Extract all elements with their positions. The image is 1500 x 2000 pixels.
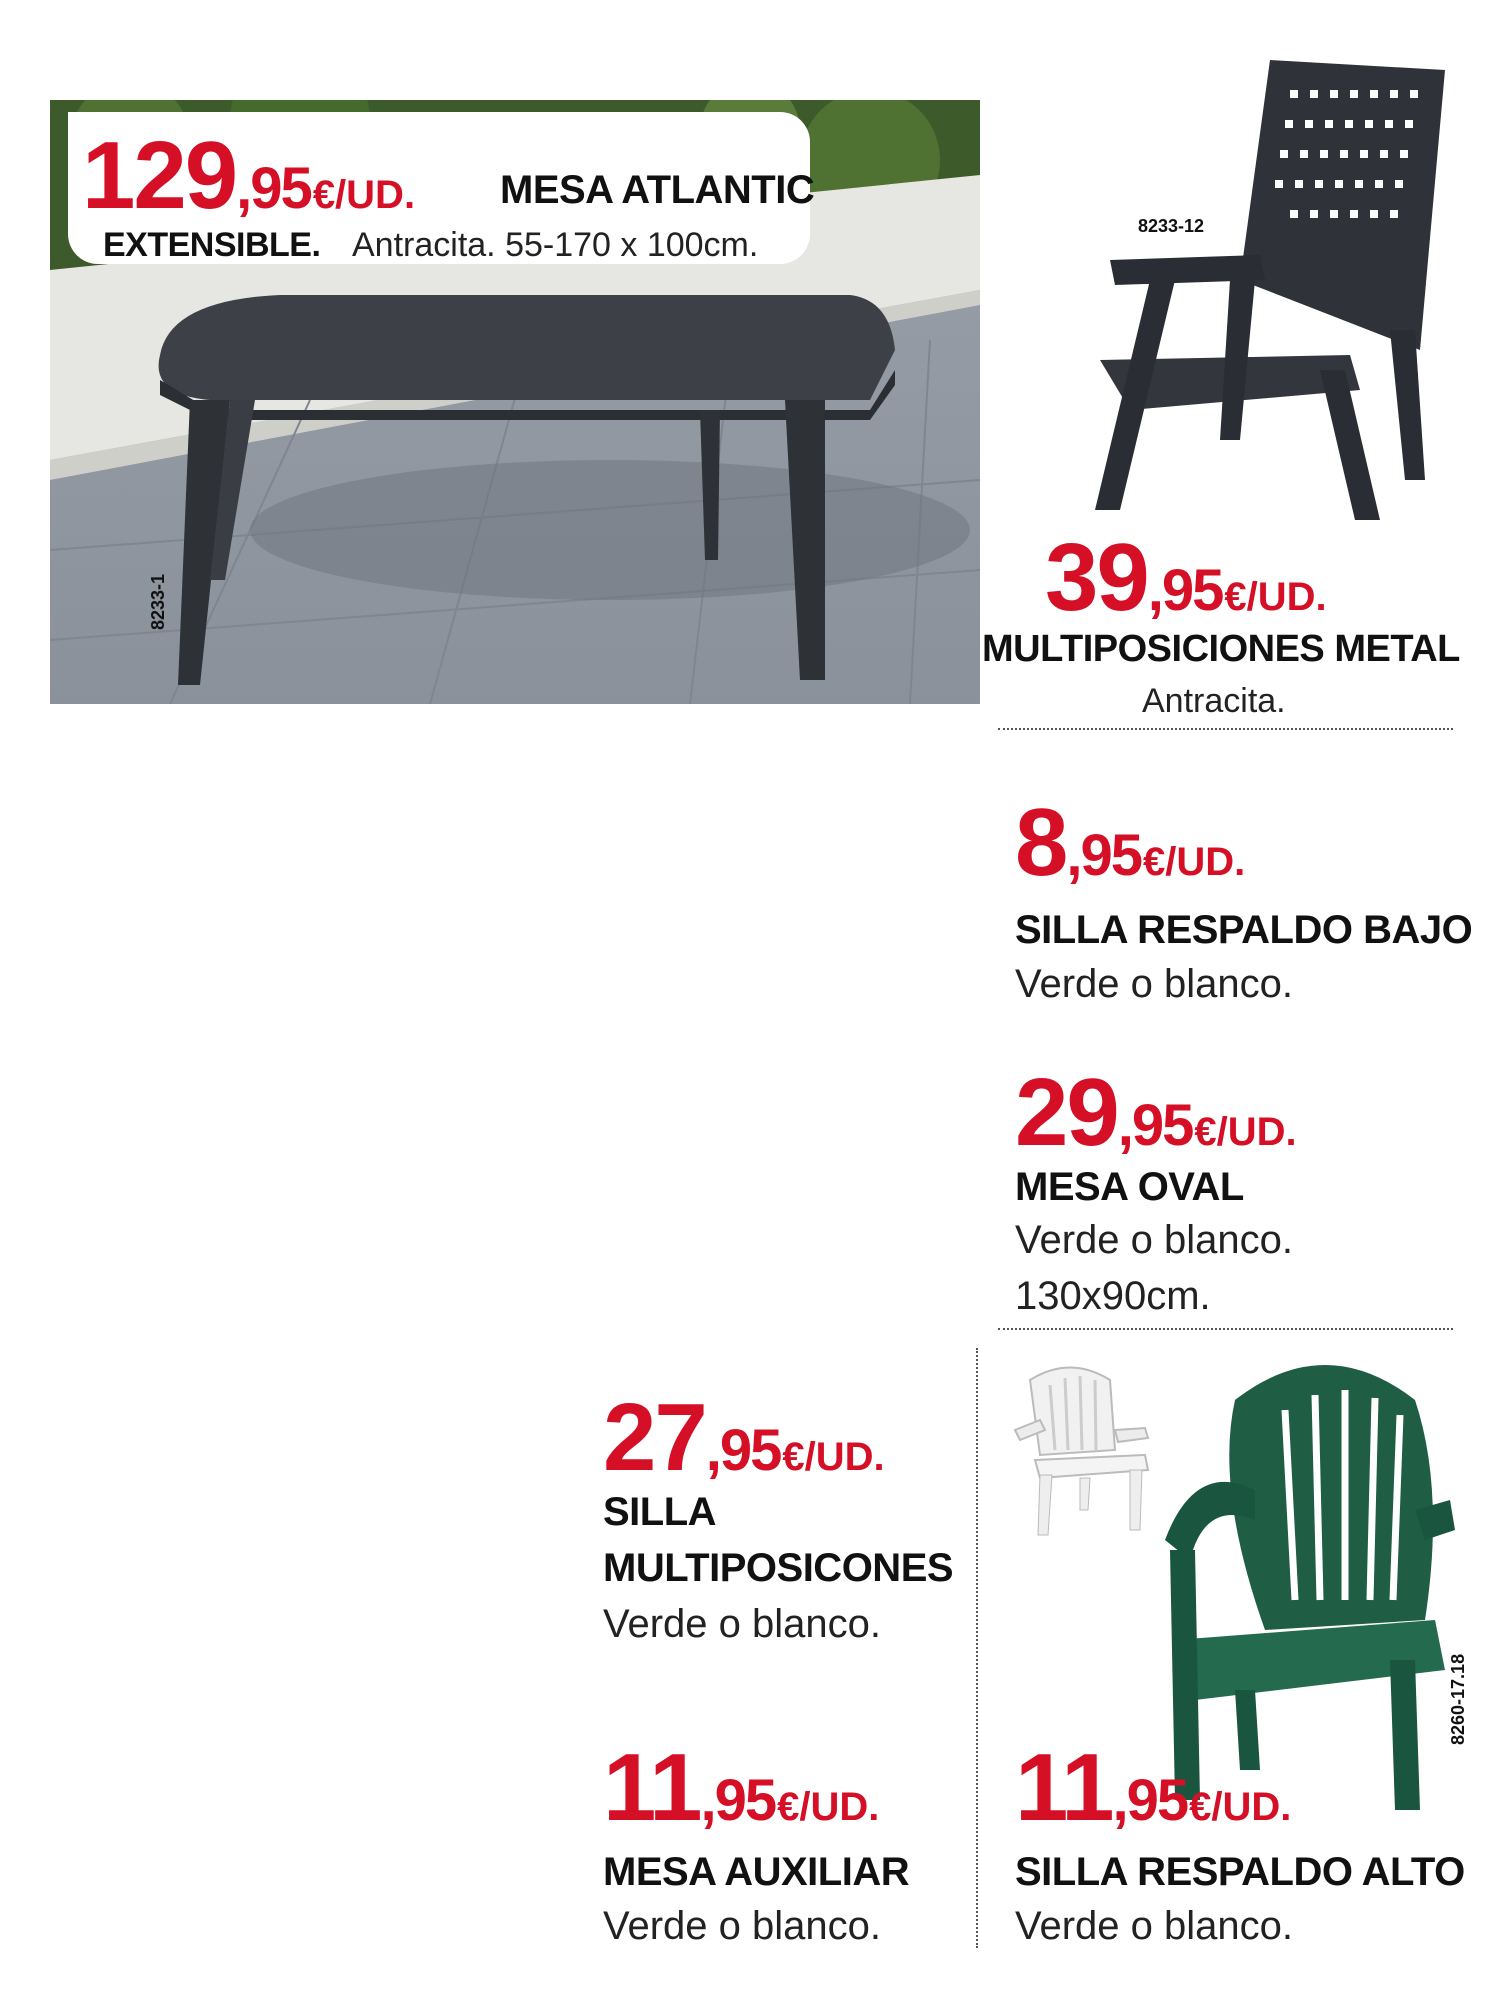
silla-respaldo-alto-name: SILLA RESPALDO ALTO <box>1015 1850 1465 1894</box>
price-unit: €/UD. <box>312 173 416 217</box>
mesa-oval-desc-line2: 130x90cm. <box>1015 1274 1211 1318</box>
silla-respaldo-alto-desc: Verde o blanco. <box>1015 1904 1293 1948</box>
price-unit: €/UD. <box>1143 840 1246 884</box>
price-unit: €/UD. <box>782 1435 885 1479</box>
multiposiciones-price <box>1045 524 1327 631</box>
mesa-atlantic-price <box>82 122 416 229</box>
multiposiciones-code: 8233-12 <box>1138 216 1205 236</box>
mesa-auxiliar-price <box>603 1734 880 1841</box>
price-integer: 11 <box>1015 1734 1113 1841</box>
mesa-oval-desc-line1: Verde o blanco. <box>1015 1218 1293 1262</box>
price-decimal: ,95 <box>1066 823 1142 888</box>
price-unit: €/UD. <box>777 1785 880 1829</box>
price-unit: €/UD. <box>1189 1785 1292 1829</box>
multiposiciones-chair-photo <box>1090 50 1460 550</box>
separator-line <box>998 728 1453 730</box>
separator-line <box>998 1328 1453 1330</box>
price-decimal: ,95 <box>705 1418 781 1483</box>
silla-multiposicones-name-line1: SILLA <box>603 1490 717 1534</box>
price-decimal: ,95 <box>1117 1093 1193 1158</box>
white-chair-photo <box>1010 1360 1160 1540</box>
mesa-auxiliar-desc: Verde o blanco. <box>603 1904 881 1948</box>
silla-multiposicones-price <box>603 1384 885 1491</box>
price-decimal: ,95 <box>1147 558 1223 623</box>
reclining-chair-image <box>1090 50 1460 550</box>
price-integer: 129 <box>82 122 237 229</box>
price-integer: 11 <box>603 1734 701 1841</box>
mesa-auxiliar-name: MESA AUXILIAR <box>603 1850 910 1894</box>
vertical-separator-line <box>976 1348 978 1948</box>
mesa-atlantic-name-line2: EXTENSIBLE. <box>103 226 321 264</box>
white-chair-image <box>1010 1360 1160 1540</box>
price-decimal: ,95 <box>1112 1768 1188 1833</box>
mesa-atlantic-name-line1: MESA ATLANTIC <box>500 168 815 212</box>
price-unit: €/UD. <box>1194 1110 1297 1154</box>
price-integer: 29 <box>1015 1059 1118 1166</box>
silla-multiposicones-desc: Verde o blanco. <box>603 1602 881 1646</box>
price-unit: €/UD. <box>1224 575 1327 619</box>
multiposiciones-desc: Antracita. <box>1142 682 1286 720</box>
silla-respaldo-bajo-price <box>1015 789 1246 896</box>
price-integer: 27 <box>603 1384 706 1491</box>
silla-respaldo-bajo-desc: Verde o blanco. <box>1015 962 1293 1006</box>
price-decimal: ,95 <box>700 1768 776 1833</box>
silla-respaldo-alto-price <box>1015 1734 1292 1841</box>
price-integer: 8 <box>1015 789 1067 896</box>
price-integer: 39 <box>1045 524 1148 631</box>
multiposiciones-name: MULTIPOSICIONES METAL <box>982 628 1460 670</box>
mesa-oval-price <box>1015 1059 1297 1166</box>
silla-respaldo-alto-code: 8260-17.18 <box>1448 1653 1468 1745</box>
mesa-atlantic-code: 8233-1 <box>148 573 168 630</box>
silla-multiposicones-name-line2: MULTIPOSICONES <box>603 1546 954 1590</box>
mesa-oval-name: MESA OVAL <box>1015 1165 1244 1209</box>
price-decimal: ,95 <box>236 156 311 221</box>
silla-respaldo-bajo-name: SILLA RESPALDO BAJO <box>1015 908 1473 952</box>
mesa-atlantic-desc: Antracita. 55-170 x 100cm. <box>352 226 759 264</box>
